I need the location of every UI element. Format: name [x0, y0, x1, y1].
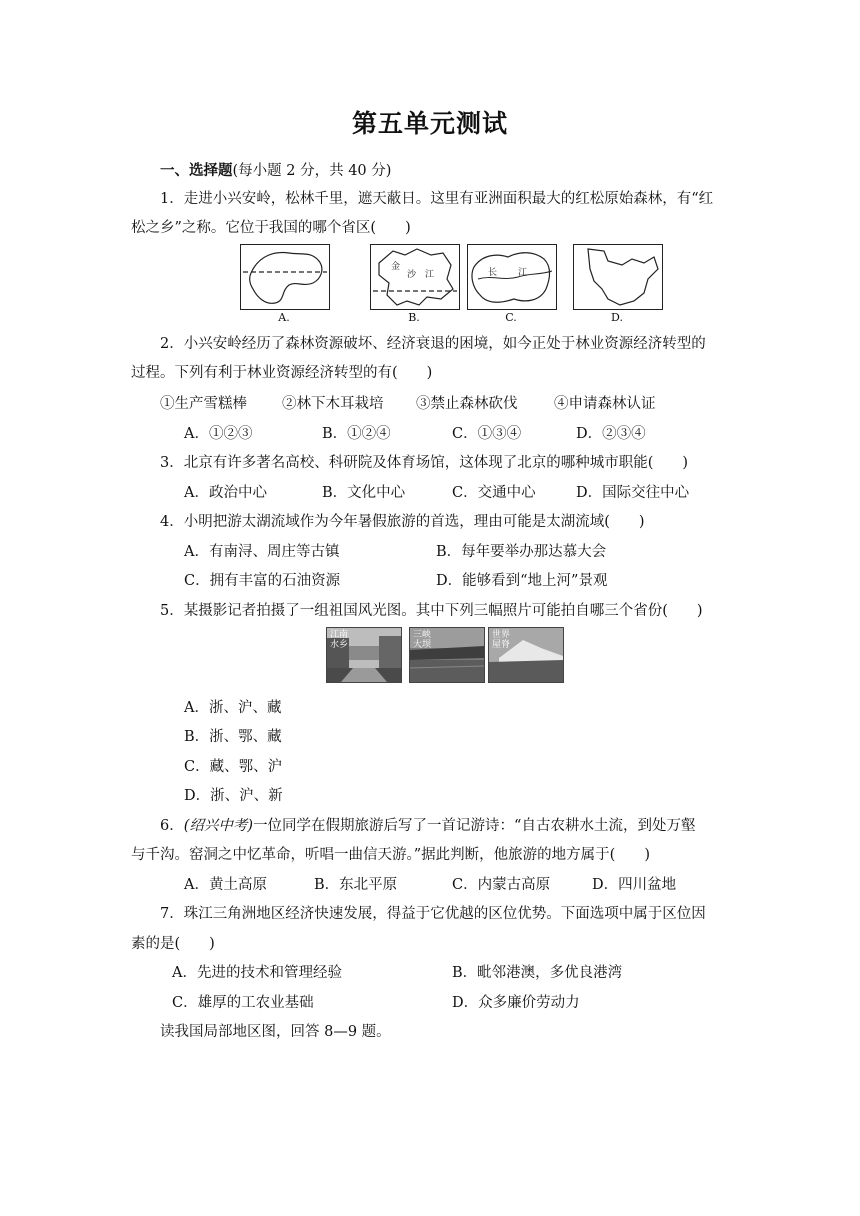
- q7-option-c: C．雄厚的工农业基础: [172, 995, 314, 1011]
- q7-option-a: A．先进的技术和管理经验: [172, 965, 342, 981]
- map-c-outline: [468, 245, 556, 309]
- photo-3-caption: [492, 630, 510, 650]
- map-d-outline: [574, 245, 662, 309]
- q4-option-d: D．能够看到“地上河”景观: [436, 573, 608, 589]
- photo-dam: [409, 627, 485, 683]
- q2-statement-1: ①生产雪糕棒: [160, 396, 247, 412]
- photo-2-caption: [413, 630, 431, 650]
- photo-1-tag2: 水乡: [330, 640, 349, 650]
- q6-line1-text: 一位同学在假期旅游后写了一首记游诗：“自古农耕水土流，到处万壑: [253, 818, 696, 834]
- map-b-label-2: 沙: [407, 270, 417, 280]
- q5-line1: 5．某摄影记者拍摄了一组祖国风光图。其中下列三幅照片可能拍自哪三个省份( ): [160, 603, 703, 619]
- map-option-a: [240, 244, 330, 310]
- q6-option-c: C．内蒙古高原: [452, 877, 551, 893]
- q5-option-a: A．浙、沪、藏: [184, 700, 282, 716]
- map-c-label-2: 江: [518, 268, 528, 278]
- photo-3-tag1: 世界: [492, 630, 511, 640]
- q2-statement-3: ③禁止森林砍伐: [416, 396, 518, 412]
- map-option-b: [370, 244, 460, 310]
- photo-2-tag1: 三峡: [413, 630, 432, 640]
- q5-option-d: D．浙、沪、新: [184, 788, 283, 804]
- q7-option-b: B．毗邻港澳，多优良港湾: [452, 965, 623, 981]
- q2-statement-4: ④申请森林认证: [554, 396, 656, 412]
- q2-option-c: C．①③④: [452, 426, 522, 442]
- map-b-outline: [371, 245, 459, 309]
- q2-option-b: B．①②④: [322, 426, 391, 442]
- q6-option-d: D．四川盆地: [592, 877, 677, 893]
- photo-1-tag1: 江南: [330, 630, 349, 640]
- q3-option-a: A．政治中心: [184, 485, 267, 501]
- q7-line2: 素的是( ): [131, 936, 215, 952]
- map-option-c: [467, 244, 557, 310]
- map-d-label: D.: [611, 311, 623, 324]
- q6-line2: 与千沟。窑洞之中忆革命，听唱一曲信天游。”据此判断，他旅游的地方属于( ): [131, 847, 650, 863]
- q4-line1: 4．小明把游太湖流域作为今年暑假旅游的首选，理由可能是太湖流域( ): [160, 514, 645, 530]
- q2-line2: 过程。下列有利于林业资源经济转型的有( ): [131, 365, 433, 381]
- q3-option-c: C．交通中心: [452, 485, 536, 501]
- section-heading-text: 一、选择题: [160, 162, 233, 179]
- q4-option-c: C．拥有丰富的石油资源: [184, 573, 341, 589]
- q3-line1: 3．北京有许多著名高校、科研院及体育场馆，这体现了北京的哪种城市职能( ): [160, 455, 689, 471]
- map-a-label: A.: [278, 311, 290, 324]
- q2-option-a: A．①②③: [184, 426, 253, 442]
- q7-option-d: D．众多廉价劳动力: [452, 995, 580, 1011]
- photo-water-town: [326, 627, 402, 683]
- page-title: 第五单元测试: [351, 109, 508, 138]
- q3-option-b: B．文化中心: [322, 485, 406, 501]
- photo-1-caption: [330, 630, 348, 650]
- map-c-label-1: 长: [488, 268, 498, 278]
- q2-line1: 2．小兴安岭经历了森林资源破坏、经济衰退的困境，如今正处于林业资源经济转型的: [160, 336, 706, 352]
- reading-instruction: 读我国局部地区图，回答 8—9 题。: [160, 1024, 391, 1040]
- q6-option-b: B．东北平原: [314, 877, 398, 893]
- map-a-outline: [241, 245, 329, 309]
- q7-line1: 7．珠江三角洲地区经济快速发展，得益于它优越的区位优势。下面选项中属于区位因: [160, 906, 706, 922]
- photo-2-tag2: 大坝: [413, 640, 432, 650]
- photo-plateau: [488, 627, 564, 683]
- map-b-label-1: 金: [391, 262, 401, 272]
- map-c-label: C.: [505, 311, 517, 324]
- q5-option-c: C．藏、鄂、沪: [184, 759, 283, 775]
- section-heading: [160, 159, 391, 180]
- q6-line1: [160, 814, 695, 835]
- q4-option-a: A．有南浔、周庄等古镇: [184, 544, 340, 560]
- q1-line2: 松之乡”之称。它位于我国的哪个省区( ): [131, 220, 411, 236]
- q6-number: 6．: [160, 818, 184, 834]
- photo-3-tag2: 屋脊: [492, 640, 511, 650]
- q6-option-a: A．黄土高原: [184, 877, 267, 893]
- map-option-d: [573, 244, 663, 310]
- section-note: (每小题 2 分，共 40 分): [232, 163, 392, 179]
- map-b-label: B.: [408, 311, 420, 324]
- q3-option-d: D．国际交往中心: [576, 485, 690, 501]
- q4-option-b: B．每年要举办那达慕大会: [436, 544, 607, 560]
- q2-statement-2: ②林下木耳栽培: [282, 396, 384, 412]
- q6-source: (绍兴中考): [183, 818, 254, 834]
- q5-option-b: B．浙、鄂、藏: [184, 729, 282, 745]
- map-b-label-3: 江: [425, 270, 435, 280]
- q1-line1: 1．走进小兴安岭，松林千里，遮天蔽日。这里有亚洲面积最大的红松原始森林，有“红: [160, 191, 714, 207]
- q2-option-d: D．②③④: [576, 426, 646, 442]
